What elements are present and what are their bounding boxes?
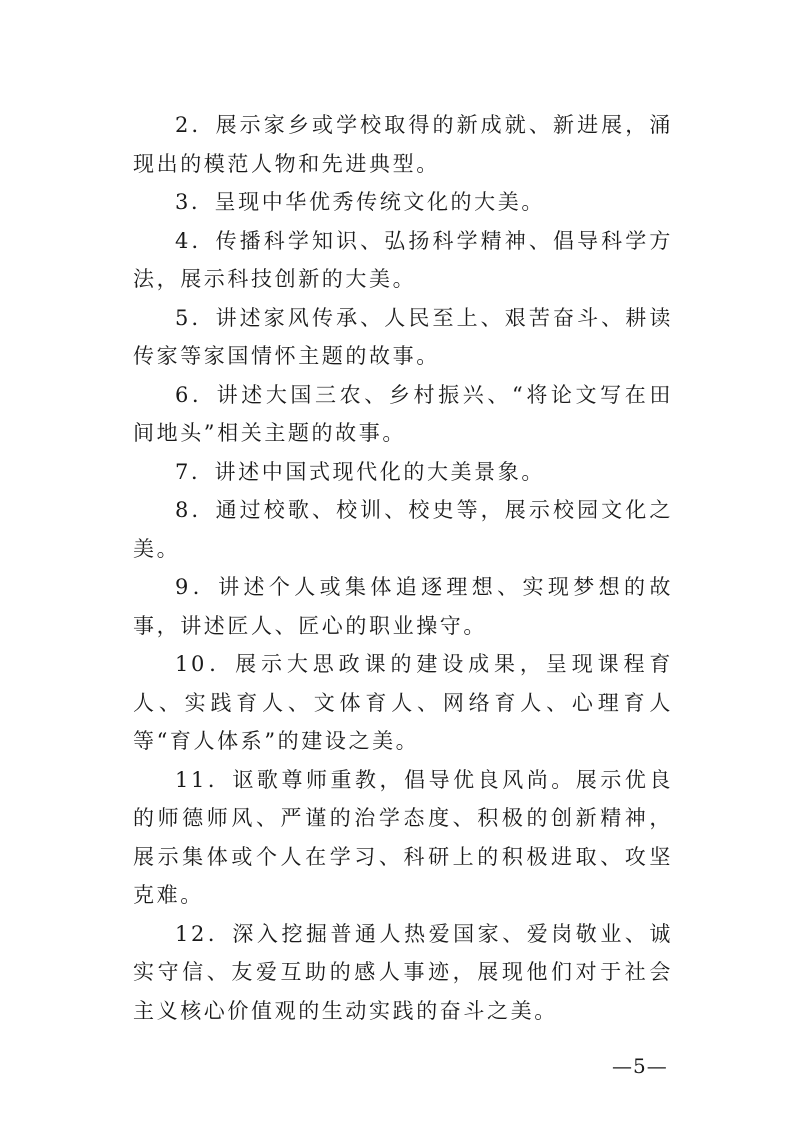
- document-body: [133, 106, 673, 1030]
- paragraph-item-4: 4．传播科学知识、弘扬科学精神、倡导科学方法，展示科技创新的大美。: [133, 228, 673, 291]
- paragraph-item-8: 8．通过校歌、校训、校史等，展示校园文化之美。: [133, 498, 673, 561]
- paragraph-item-2: 2．展示家乡或学校取得的新成就、新进展，涌现出的模范人物和先进典型。: [133, 113, 673, 176]
- paragraph-item-5: 5．讲述家风传承、人民至上、艰苦奋斗、耕读传家等家国情怀主题的故事。: [133, 305, 673, 368]
- paragraph-item-9: 9．讲述个人或集体追逐理想、实现梦想的故事，讲述匠人、匠心的职业操守。: [133, 575, 673, 638]
- paragraph-item-11: 11．讴歌尊师重教，倡导优良风尚。展示优良的师德师风、严谨的治学态度、积极的创新精神，展示集体或个人在学习、科研上的积极进取、攻坚克难。: [133, 767, 673, 907]
- paragraph-item-3: 3．呈现中华优秀传统文化的大美。: [175, 190, 545, 214]
- paragraph-item-7: 7．讲述中国式现代化的大美景象。: [175, 459, 545, 484]
- page-number: —5—: [612, 1054, 668, 1078]
- paragraph-item-10: 10．展示大思政课的建设成果，呈现课程育人、实践育人、文体育人、网络育人、心理育人等“育人体系”的建设之美。: [133, 652, 673, 753]
- paragraph-item-6: 6．讲述大国三农、乡村振兴、“将论文写在田间地头”相关主题的故事。: [133, 382, 673, 445]
- paragraph-item-12: 12．深入挖掘普通人热爱国家、爱岗敬业、诚实守信、友爱互助的感人事迹，展现他们对于社会主义核心价值观的生动实践的奋斗之美。: [133, 921, 673, 1023]
